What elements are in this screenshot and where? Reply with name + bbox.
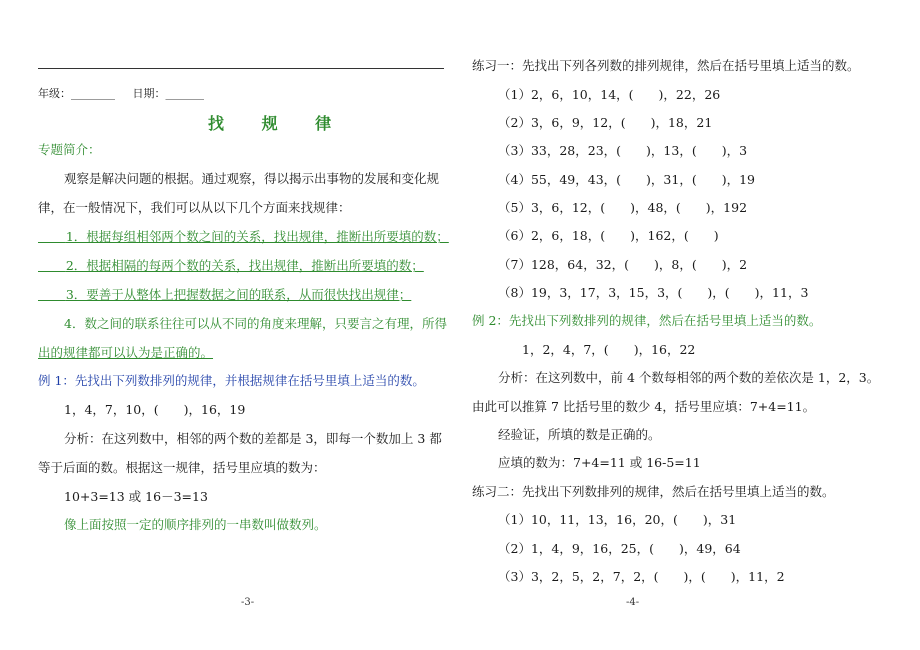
page-number-right: -4- (626, 597, 640, 608)
point-1: 1．根据每组相邻两个数之间的关系，找出规律，推断出所要填的数； (65, 229, 449, 244)
exercise-1-item: （1）2，6，10，14，( )，22，26 (498, 87, 721, 102)
exercise-2-item: （1）10，11，13，16，20，( )，31 (498, 512, 737, 527)
example-2-verify: 经验证，所填的数是正确的。 (498, 427, 661, 442)
exercise-1-item: （8）19，3，17，3，15，3，( )，( )，11，3 (498, 285, 809, 300)
page-title: 找 规 律 (208, 114, 348, 133)
example-1-sequence: 1，4，7，10，( )，16，19 (64, 402, 246, 417)
exercise-1-item: （4）55，49，43，( )，31，( )，19 (498, 172, 755, 187)
example-2-title: 例 2：先找出下列数排列的规律，然后在括号里填上适当的数。 (472, 313, 822, 328)
grade-date-line (38, 86, 204, 102)
intro-heading: 专题简介： (38, 142, 101, 157)
exercise-2-item: （2）1，4，9，16，25，( )，49，64 (498, 541, 741, 556)
point-2: 2．根据相隔的每两个数的关系，找出规律，推断出所要填的数； (65, 258, 424, 273)
sequence-definition: 像上面按照一定的顺序排列的一串数叫做数列。 (64, 517, 327, 532)
example-1-title: 例 1：先找出下列数排列的规律，并根据规律在括号里填上适当的数。 (38, 373, 425, 388)
point-4-line1: 4．数之间的联系往往可以从不同的角度来理解，只要言之有理，所得 (64, 316, 447, 331)
exercise-1-item: （3）33，28，23，( )，13，( )，3 (498, 143, 748, 158)
date-label: 日期： (132, 87, 166, 100)
page-number-left: -3- (241, 597, 255, 608)
exercise-1-title: 练习一：先找出下列各列数的排列规律，然后在括号里填上适当的数。 (472, 58, 860, 73)
point-3: 3．要善于从整体上把握数据之间的联系，从而很快找出规律； (65, 287, 412, 302)
example-2-sequence: 1，2，4，7，( )，16，22 (522, 342, 696, 357)
exercise-2-item: （3）3，2，5，2，7，2，( )，( )，11，2 (498, 569, 785, 584)
exercise-1-item: （7）128，64，32，( )，8，( )，2 (498, 257, 748, 272)
exercise-1-item: （5）3，6，12，( )，48，( )，192 (498, 200, 748, 215)
example-1-analysis-line1: 分析：在这列数中，相邻的两个数的差都是 3，即每一个数加上 3 都 (64, 431, 442, 446)
header-rule (38, 68, 444, 69)
exercise-1-item: （6）2，6，18，( )，162，( ) (498, 228, 719, 243)
example-2-analysis-line1: 分析：在这列数中，前 4 个数每相邻的两个数的差依次是 1，2，3。 (498, 370, 880, 385)
intro-text-line1: 观察是解决问题的根据。通过观察，得以揭示出事物的发展和变化规 (64, 171, 440, 186)
point-4-line2: 出的规律都可以认为是正确的。 (38, 345, 214, 360)
example-1-analysis-line2: 等于后面的数。根据这一规律，括号里应填的数为： (38, 460, 326, 475)
example-1-answer: 10+3=13 或 16－3=13 (64, 489, 208, 504)
example-2-analysis-line2: 由此可以推算 7 比括号里的数少 4，括号里应填：7+4=11。 (472, 399, 816, 414)
intro-text-line2: 律，在一般情况下，我们可以从以下几个方面来找规律： (38, 200, 351, 215)
exercise-1-item: （2）3，6，9，12，( )，18，21 (498, 115, 713, 130)
date-blank: _______ (165, 87, 204, 100)
example-2-answer: 应填的数为：7+4=11 或 16-5=11 (498, 455, 701, 470)
grade-blank: ________ (71, 87, 115, 100)
grade-label: 年级： (38, 87, 71, 100)
exercise-2-title: 练习二：先找出下列数排列的规律，然后在括号里填上适当的数。 (472, 484, 835, 499)
